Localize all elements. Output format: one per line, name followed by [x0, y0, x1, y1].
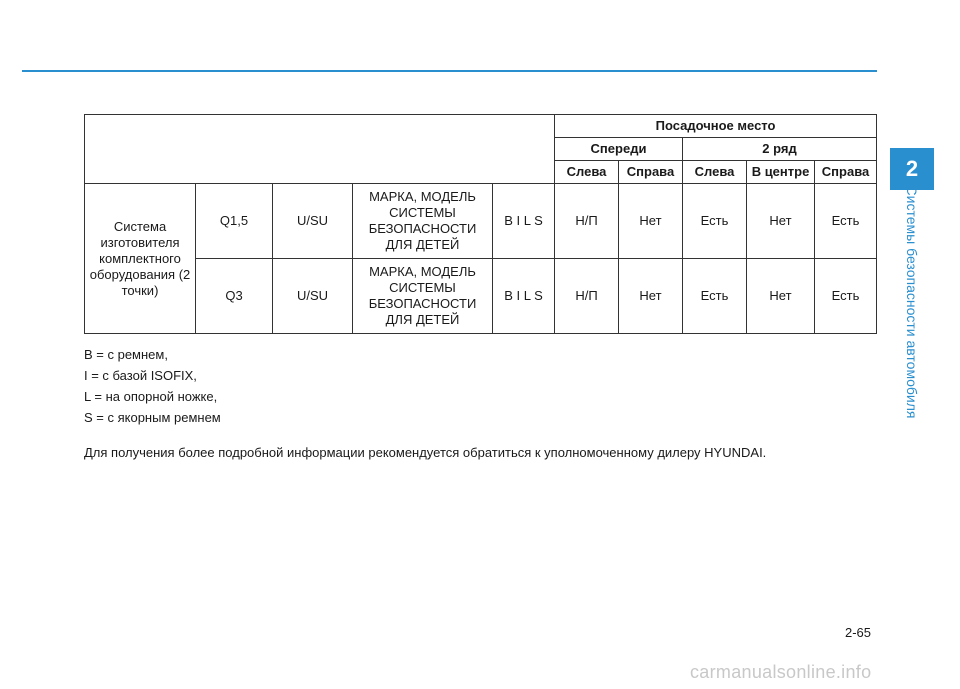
cell-rear-center: Нет	[747, 184, 815, 259]
legend-list	[84, 344, 221, 428]
cell-install-code: B I L S	[493, 259, 555, 334]
top-rule	[22, 70, 877, 72]
chapter-side-title: Системы безопасности автомобиля	[904, 185, 920, 419]
header-position-rear-right: Справа	[815, 161, 877, 184]
cell-size-class: Q1,5	[196, 184, 273, 259]
row-label-oem-system: Система изготовителя комплектного оборудования (2 точки)	[85, 184, 196, 334]
dealer-note: Для получения более подробной информации рекомендуется обратиться к уполномоченному дилеру HYUNDAI.	[84, 445, 767, 460]
cell-rear-left: Есть	[683, 259, 747, 334]
cell-install-code: B I L S	[493, 184, 555, 259]
legend-item-i: I = с базой ISOFIX,	[84, 368, 197, 383]
cell-rear-left: Есть	[683, 184, 747, 259]
page-number: 2-65	[845, 625, 872, 640]
watermark: carmanualsonline.info	[690, 662, 872, 682]
header-group-front: Спереди	[555, 138, 683, 161]
header-position-front-right: Справа	[619, 161, 683, 184]
legend-item-s: S = с якорным ремнем	[84, 410, 221, 425]
header-position-front-left: Слева	[555, 161, 619, 184]
header-empty-cell	[85, 115, 555, 184]
cell-rear-right: Есть	[815, 184, 877, 259]
chapter-number-tab: 2	[890, 148, 934, 190]
cell-seat-model: МАРКА, МОДЕЛЬ СИСТЕМЫ БЕЗОПАСНОСТИ ДЛЯ ДЕТЕЙ	[353, 184, 493, 259]
table-row	[85, 184, 877, 259]
table-row	[85, 259, 877, 334]
cell-front-right: Нет	[619, 184, 683, 259]
legend-item-l: L = на опорной ножке,	[84, 389, 218, 404]
header-group-second-row: 2 ряд	[683, 138, 877, 161]
child-seat-table	[84, 114, 877, 334]
cell-front-right: Нет	[619, 259, 683, 334]
header-row-main	[85, 115, 877, 138]
cell-rear-center: Нет	[747, 259, 815, 334]
cell-seat-model: МАРКА, МОДЕЛЬ СИСТЕМЫ БЕЗОПАСНОСТИ ДЛЯ ДЕТЕЙ	[353, 259, 493, 334]
cell-seat-type: U/SU	[273, 184, 353, 259]
cell-size-class: Q3	[196, 259, 273, 334]
cell-seat-type: U/SU	[273, 259, 353, 334]
header-seating-position: Посадочное место	[555, 115, 877, 138]
cell-rear-right: Есть	[815, 259, 877, 334]
header-position-rear-center: В центре	[747, 161, 815, 184]
cell-front-left: Н/П	[555, 184, 619, 259]
legend-item-b: B = с ремнем,	[84, 347, 168, 362]
cell-front-left: Н/П	[555, 259, 619, 334]
header-position-rear-left: Слева	[683, 161, 747, 184]
